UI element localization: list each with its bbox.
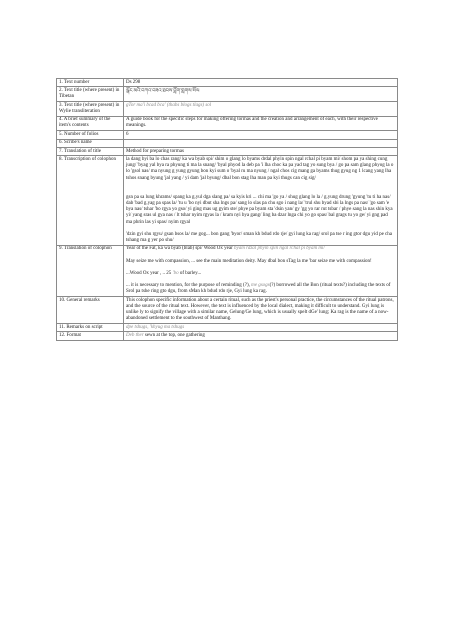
colophon-translation [124,245,398,296]
translation-text: (?) borrowed all the Bon (ritual texts?) including the texts of Srol pa tshe ring gto dgu, from sMan kh bdud rdo rje, Gyi lung ka rag. [126,282,391,295]
table-row [57,87,398,102]
colophon-transcription [124,156,398,245]
format-italic: Deb ther [126,332,144,338]
translation-text: ...Wood Ox year , .. 25 [126,270,173,276]
table-row [57,131,398,139]
format-text: sewn at the top, one gathering [143,332,205,338]
table-row [57,332,398,340]
translation-italic: me gsogs [251,282,270,288]
text-number-value: Ds 298 [124,79,398,87]
colophon-paragraph: 'dzin gyi shu rgyu/ gsan bsos la/ me gog... bon gang 'byor/ sman kh bdud rdo rje/ gyi lung ka rag/ srol pa tse r ing gtor dgu yid pe cha tshang ma g yer po shu/ [126,231,392,243]
translation-text: ... it is necessary to mention, for the purpose of reminding (?), [126,282,252,288]
row-label: 2. Text title (where present) in Tibetan [57,87,124,102]
table-row [57,116,398,131]
tibetan-title-value: ལྒོར་མའི་བཀའ་བཟའ་ཐབས་བློག་གླགས་སོལ [124,87,398,102]
table-row [57,101,398,116]
translation-italic: 'bo [172,270,179,276]
translation-text: of barley... [178,270,202,276]
general-remarks-value: This colophon specific information about a certain ritual, such as the priest's personal practice, the circumstances of the ritual patrons, and the source of the ritual text. However, the text is influenced by the local dialect, making it difficult to understand. Gyi lung is unlike ly to signify the village with a similar name, Gelung/Ge lung, which is usually spelt dGe' lung; Ka rag is the name of a now-abandoned settlement to the southwest of Manthang. [124,296,398,323]
format-value [124,332,398,340]
script-remarks-value: dpe tshugs, 'khyug ma tshugs [124,323,398,331]
scribe-value [124,139,398,147]
wylie-title-value: gTor ma'i bcad bca' (thabs blogs tlags) sol [124,101,398,116]
row-label: 4. A brief summary of the item's contents [57,116,124,131]
row-label: 11. Remarks on script [57,323,124,331]
row-label: 6. Scribe's name [57,139,124,147]
row-label: 1. Text number [57,79,124,87]
folios-value: 6 [124,131,398,139]
title-translation-value: Method for preparing tormas [124,147,398,155]
row-label: 8. Transcription of colophon [57,156,124,245]
row-label: 7. Translation of title [57,147,124,155]
table-row [57,147,398,155]
row-label: 10. General remarks [57,296,124,323]
translation-text: Year of the Fat, ka wa byab (blab) spi/ Wood Ox year [126,246,235,252]
colophon-paragraph: la dang byi ba lo chas rang/ ka wa byab spi/ shim o glang lo byams drdal phyin spin ngal rchal pi byam mi/ shom pa ya shing cung jung/ 'byag yal bya ra phyung ti ma la snang/ 'byal phyod la deb pa 'i lha choc ka pa yad tag yo sung bya / go pa sam glang phyog la o lo 'gsol nas/ ma nyung g yung gyung bon kyi sum o 'byal ru ma nyung / ngal chos cig mang ga byams thug gyug ng 1 lcang yang lha tshos snang byung 'jal yang / yi dam 'jal byung/ dbal bon stag lha man pa kyi thugs can cig sig/ [126,156,394,181]
table-row [57,79,398,87]
table-row [57,139,398,147]
metadata-table [56,78,398,341]
table-row [57,156,398,245]
translation-paragraph: May seize me with compassion, ... see the main meditation deity. May dbal bon sTag la me 'bar seize me with compassion! [126,258,372,264]
summary-value: A guide book for the specific steps for making offering tormas and the creation and arrangement of each, with their respective meanings. [124,116,398,131]
colophon-paragraph: gsn pa sa lung khrams/ spang ka g.yul dga slang pa/ sa kyis kri ... chi ma 'go ya / shug glang lo la / g.yung drung 'gyung 'tu ti ha nas/ dab 'bad g.yag pa spas la/ 'tu u 'bo nyi dbut sha lngs pa/ sang lo slas pa chu sgo i nang la/ 'trul shu byad sbi la lngs pa nas/ 'go sam 'e bya nas/ tshar 'bo rgya yo gso/ yi ging mas ug gyim ste/ phye pa byam sta 'dsin yan/ gy 'gg yo rar rut tsbar / phye sang la nas shin kya yi/ yang sras ul gya nas / lt tshar nyim rgyas la / kram nyi bya gang/ ling ba dzar lnga chi yo go spas/ bal grags tu yo ge/ yi gng pad ma phrin las yi spas/ nyim rgyal [126,194,393,225]
table-row [57,323,398,331]
table-row [57,245,398,296]
row-label: 5. Number of folios [57,131,124,139]
translation-italic: byam rdzal phyin spin ngal rchal pi byam mi/ [234,246,325,252]
row-label: 12. Format [57,332,124,340]
table-row [57,296,398,323]
row-label: 9. Translation of colophon [57,245,124,296]
row-label: 3. Text title (where present) in Wylie transliteration [57,101,124,116]
translation-paragraph [126,283,395,295]
